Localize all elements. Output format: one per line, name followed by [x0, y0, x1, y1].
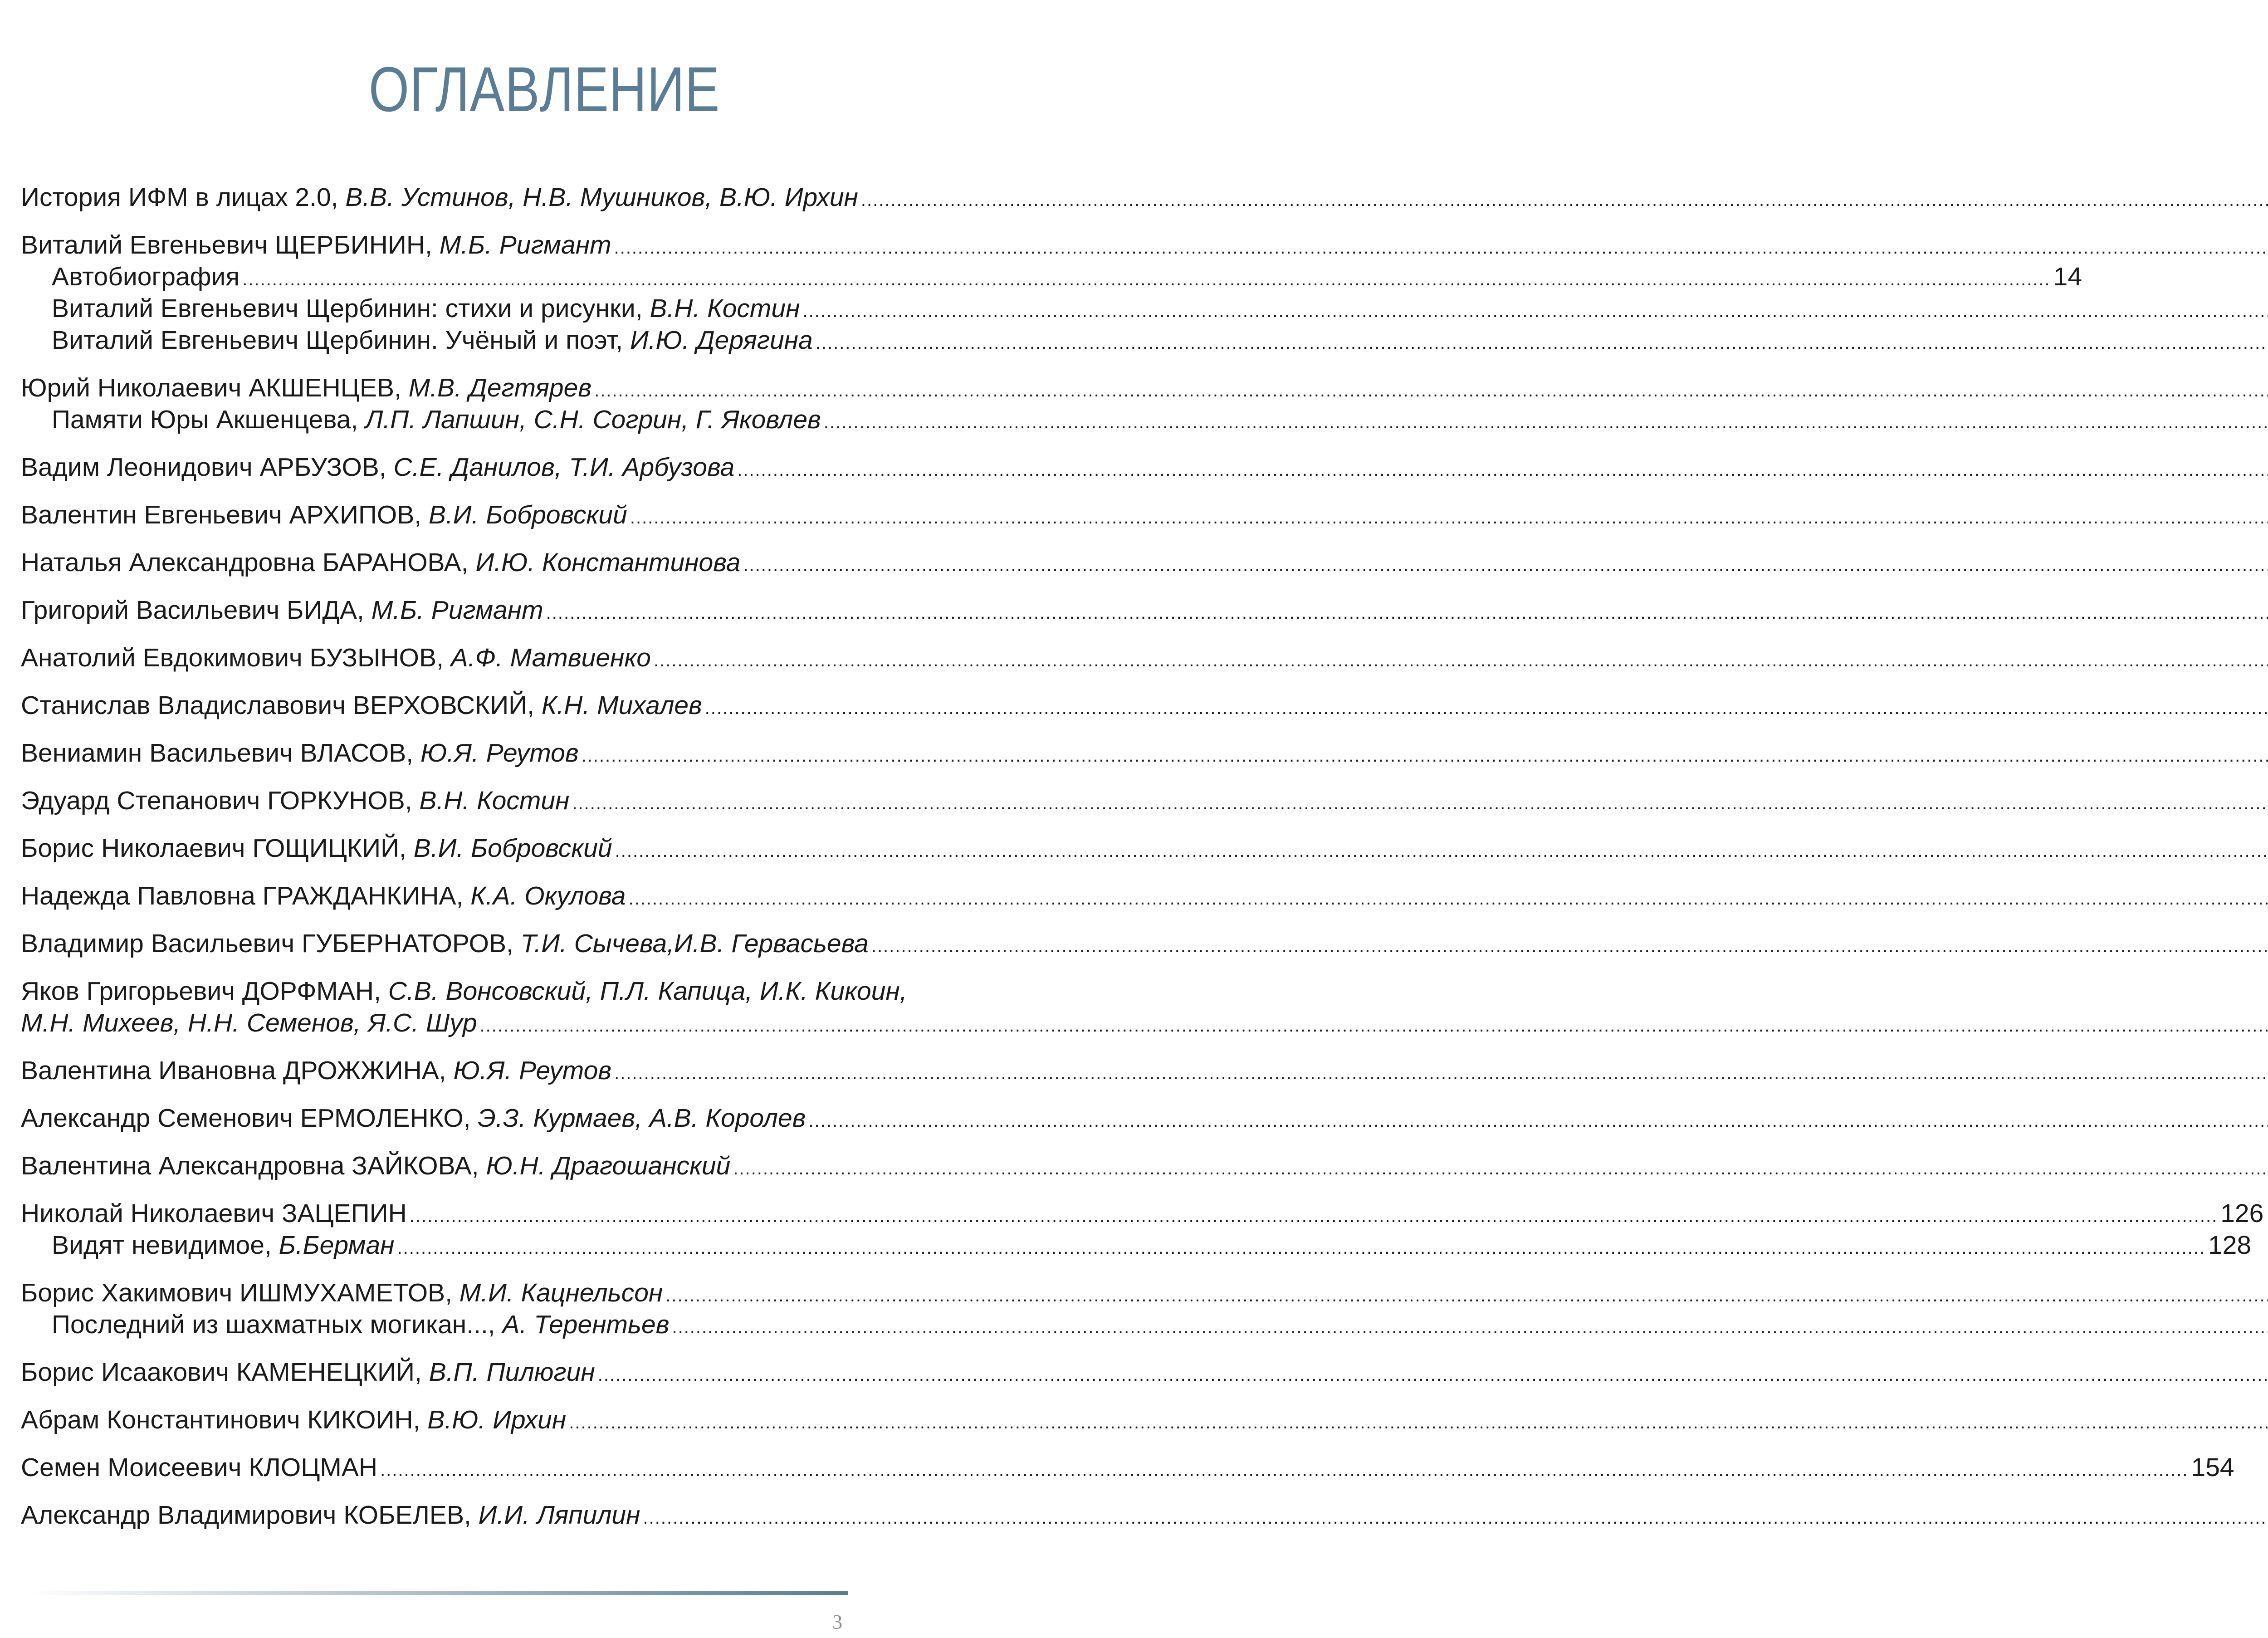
- dot-leader: [242, 264, 2050, 295]
- toc-subentry[interactable]: [21, 261, 2082, 293]
- entry-title: Борис Николаевич ГОЩИЦКИЙ,: [21, 834, 414, 863]
- entry-text: [21, 372, 591, 404]
- entry-text: [21, 642, 651, 674]
- entry-author: М.И. Кацнельсон: [459, 1278, 663, 1307]
- dot-leader: [615, 835, 2268, 867]
- toc-entry-first-line: [21, 975, 1003, 1007]
- toc-entry[interactable]: [21, 1055, 1003, 1086]
- dot-leader: [743, 549, 2268, 581]
- entry-author: М.В. Дегтярев: [408, 373, 592, 402]
- toc-entry[interactable]: [21, 372, 1003, 404]
- entry-author: М.Н. Михеев, Н.Н. Семенов, Я.С. Шур: [21, 1008, 477, 1037]
- dot-leader: [630, 502, 2268, 533]
- entry-text: [21, 499, 627, 531]
- entry-author: В.Н. Костин: [650, 294, 800, 323]
- toc-entry[interactable]: [21, 832, 1003, 864]
- entry-title: Александр Владимирович КОБЕЛЕВ,: [21, 1501, 479, 1530]
- entry-title: Автобиография: [52, 262, 240, 291]
- entry-author: И.Ю. Дерягина: [630, 326, 813, 355]
- toc-entry[interactable]: [21, 547, 1003, 578]
- dot-leader: [737, 454, 2268, 486]
- toc-entry[interactable]: [21, 737, 1003, 769]
- entry-author: М.Б. Ригмант: [371, 596, 543, 625]
- entry-text: [21, 1452, 377, 1483]
- entry-text: [52, 404, 821, 435]
- entry-title: Видят невидимое,: [52, 1231, 279, 1260]
- entry-title: Валентина Ивановна ДРОЖЖИНА,: [21, 1056, 454, 1085]
- entry-title: Виталий Евгеньевич ЩЕРБИНИН,: [21, 230, 440, 259]
- entry-page-number: 14: [2053, 262, 2082, 291]
- dot-leader: [480, 1010, 2268, 1041]
- entry-author: К.А. Окулова: [470, 881, 626, 910]
- entry-title: Последний из шахматных могикан...,: [52, 1310, 503, 1339]
- entry-text: [21, 880, 626, 912]
- entry-author: С.Е. Данилов, Т.И. Арбузова: [393, 453, 735, 482]
- dot-leader: [598, 1359, 2268, 1391]
- toc-entry[interactable]: [21, 928, 1003, 959]
- toc-entry[interactable]: [21, 1499, 1003, 1531]
- entry-text: [21, 1499, 640, 1531]
- toc-subentry[interactable]: [21, 1229, 2252, 1261]
- entry-title: Эдуард Степанович ГОРКУНОВ,: [21, 786, 420, 815]
- entry-text: [52, 1309, 669, 1340]
- toc-subentry[interactable]: [21, 293, 1003, 324]
- toc-entry[interactable]: [21, 499, 1003, 531]
- page-title: ОГЛАВЛЕНИЕ: [368, 54, 720, 125]
- toc-entry[interactable]: [21, 1102, 1003, 1134]
- entry-title: Виталий Евгеньевич Щербинин. Учёный и поэт,: [52, 326, 630, 355]
- entry-author: К.Н. Михалев: [541, 691, 702, 720]
- toc-entry[interactable]: [21, 1007, 1003, 1039]
- dot-leader: [665, 1280, 2268, 1311]
- entry-title: Анатолий Евдокимович БУЗЫНОВ,: [21, 643, 451, 672]
- toc-entry[interactable]: [21, 229, 1003, 261]
- entry-text: [21, 689, 702, 721]
- entry-title: Григорий Васильевич БИДА,: [21, 596, 371, 625]
- dot-leader: [871, 930, 2268, 962]
- toc-entry[interactable]: [21, 181, 1003, 213]
- entry-title: Валентина Александровна ЗАЙКОВА,: [21, 1151, 486, 1180]
- dot-leader: [582, 740, 2268, 772]
- toc-entry[interactable]: [21, 1452, 2234, 1483]
- entry-page-number: 154: [2191, 1453, 2234, 1482]
- dot-leader: [614, 232, 2268, 264]
- entry-text: [21, 1356, 595, 1388]
- entry-title: Наталья Александровна БАРАНОВА,: [21, 548, 476, 577]
- toc-entry[interactable]: [21, 689, 1003, 721]
- toc-entry[interactable]: [21, 451, 1003, 483]
- toc-entry[interactable]: [21, 1198, 2264, 1229]
- page-number: 3: [832, 1611, 842, 1633]
- entry-page-number: 128: [2208, 1231, 2252, 1260]
- entry-text: [21, 832, 612, 864]
- entry-author: В.В. Устинов, Н.В. Мушников, В.Ю. Ирхин: [345, 183, 858, 212]
- entry-author: Б.Берман: [279, 1231, 395, 1260]
- dot-leader: [733, 1153, 2268, 1184]
- toc-entry[interactable]: [21, 1356, 1003, 1388]
- dot-leader: [628, 883, 2268, 914]
- entry-text: [52, 1229, 395, 1261]
- entry-author: В.И. Бобровский: [428, 500, 627, 529]
- entry-author: Ю.Я. Реутов: [420, 738, 579, 768]
- entry-text: [21, 1150, 730, 1182]
- toc-entry[interactable]: [21, 1150, 1003, 1182]
- entry-title: Борис Хакимович ИШМУХАМЕТОВ,: [21, 1278, 459, 1307]
- entry-author: С.В. Вонсовский, П.Л. Капица, И.К. Кикоин,: [388, 977, 907, 1006]
- dot-leader: [816, 327, 2268, 359]
- entry-text: [21, 1277, 663, 1309]
- dot-leader: [546, 597, 2268, 629]
- entry-author: В.Н. Костин: [419, 786, 570, 815]
- dot-leader: [410, 1200, 2218, 1232]
- entry-title: Валентин Евгеньевич АРХИПОВ,: [21, 500, 429, 529]
- entry-title: Абрам Константинович КИКОИН,: [21, 1405, 428, 1434]
- dot-leader: [572, 787, 2268, 819]
- entry-title: Станислав Владиславович ВЕРХОВСКИЙ,: [21, 691, 542, 720]
- dot-leader: [397, 1232, 2205, 1264]
- toc-entry[interactable]: [21, 1277, 1003, 1309]
- dot-leader: [705, 692, 2268, 724]
- entry-title: Вениамин Васильевич ВЛАСОВ,: [21, 738, 420, 768]
- entry-text: [21, 181, 858, 213]
- dot-leader: [802, 295, 2268, 327]
- entry-author: Ю.Я. Реутов: [453, 1056, 612, 1085]
- dot-leader: [824, 406, 2268, 438]
- toc-entry[interactable]: [21, 1404, 1003, 1436]
- entry-text: [21, 451, 734, 483]
- entry-text: [21, 1404, 566, 1436]
- entry-text: [21, 229, 611, 261]
- entry-author: И.Ю. Константинова: [475, 548, 741, 577]
- entry-author: Ю.Н. Драгошанский: [486, 1151, 731, 1180]
- dot-leader: [380, 1454, 2188, 1486]
- entry-page-number: 126: [2220, 1199, 2264, 1228]
- entry-title: Памяти Юры Акшенцева,: [52, 405, 366, 434]
- entry-author: Л.П. Лапшин, С.Н. Согрин, Г. Яковлев: [365, 405, 821, 434]
- entry-author: Т.И. Сычева,И.В. Гервасьева: [520, 929, 869, 958]
- entry-author: В.П. Пилюгин: [429, 1358, 595, 1387]
- dot-leader: [594, 375, 2268, 406]
- dot-leader: [643, 1502, 2268, 1534]
- entry-text: [52, 324, 813, 356]
- entry-text: [52, 293, 800, 324]
- toc-subentry[interactable]: [21, 324, 1003, 356]
- entry-text: [21, 928, 869, 959]
- table-of-contents: [21, 181, 2264, 1531]
- entry-title: Надежда Павловна ГРАЖДАНКИНА,: [21, 881, 471, 910]
- entry-author: В.Ю. Ирхин: [427, 1405, 567, 1434]
- dot-leader: [808, 1105, 2268, 1137]
- entry-author: В.И. Бобровский: [413, 834, 612, 863]
- dot-leader: [672, 1311, 2268, 1343]
- entry-title: Виталий Евгеньевич Щербинин: стихи и рисунки,: [52, 294, 650, 323]
- toc-subentry[interactable]: [21, 404, 1003, 435]
- entry-title: Юрий Николаевич АКШЕНЦЕВ,: [21, 373, 409, 402]
- footer-divider: [27, 1591, 848, 1595]
- toc-entry[interactable]: [21, 785, 1003, 817]
- entry-text: [21, 1198, 407, 1229]
- entry-author: А.Ф. Матвиенко: [450, 643, 651, 672]
- dot-leader: [654, 645, 2268, 676]
- entry-text: [21, 547, 740, 578]
- toc-entry[interactable]: [21, 880, 1003, 912]
- entry-text: [21, 1102, 806, 1134]
- toc-entry[interactable]: [21, 642, 1003, 674]
- entry-author: А. Терентьев: [502, 1310, 670, 1339]
- entry-text: [21, 594, 543, 626]
- dot-leader: [569, 1407, 2268, 1438]
- entry-author: И.И. Ляпилин: [478, 1501, 640, 1530]
- entry-text: [21, 1055, 611, 1086]
- entry-title: Семен Моисеевич КЛОЦМАН: [21, 1453, 378, 1482]
- toc-subentry[interactable]: [21, 1309, 1003, 1340]
- entry-author: Э.З. Курмаев, А.В. Королев: [478, 1104, 806, 1133]
- entry-text: [21, 737, 579, 769]
- entry-text: [52, 261, 240, 293]
- entry-title: История ИФМ в лицах 2.0,: [21, 183, 346, 212]
- entry-text: [21, 785, 569, 817]
- entry-text: [21, 1007, 477, 1039]
- entry-title: Александр Семенович ЕРМОЛЕНКО,: [21, 1104, 478, 1133]
- toc-entry[interactable]: [21, 594, 1003, 626]
- entry-title: Борис Исаакович КАМЕНЕЦКИЙ,: [21, 1358, 429, 1387]
- dot-leader: [861, 184, 2268, 216]
- dot-leader: [614, 1057, 2268, 1089]
- entry-title: Владимир Васильевич ГУБЕРНАТОРОВ,: [21, 929, 521, 958]
- entry-title: Николай Николаевич ЗАЦЕПИН: [21, 1199, 407, 1228]
- entry-title: Вадим Леонидович АРБУЗОВ,: [21, 453, 394, 482]
- entry-title: Яков Григорьевич ДОРФМАН,: [21, 977, 388, 1006]
- entry-author: М.Б. Ригмант: [439, 230, 611, 259]
